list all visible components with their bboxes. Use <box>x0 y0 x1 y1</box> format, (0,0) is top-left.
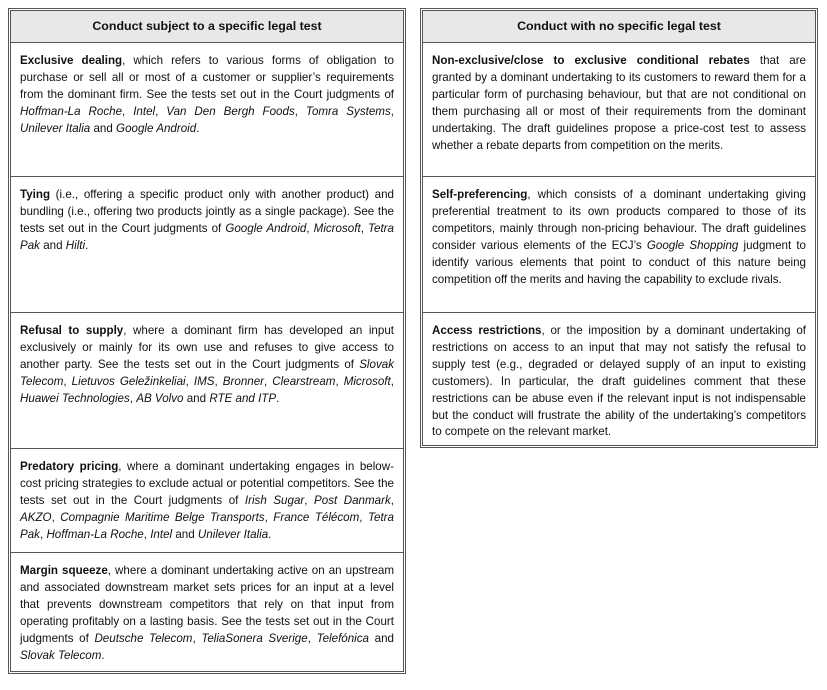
case-name: Lietuvos Geležinkeliai <box>71 374 186 388</box>
table-cell <box>11 177 403 313</box>
description-text: , where a dominant firm has developed an input exclusively or mainly for its own use and refuses to give access to another party. See the tests set out in the Court judgments of <box>20 324 394 371</box>
description-text: , <box>214 374 223 388</box>
description-text: , <box>155 104 167 118</box>
description-text: , or the imposition by a dominant undertaking of restrictions on access to an input that may not satisfy the refusal to supply test (e.g., degraded or delayed supply of an input to existing customers). In particular, the draft guidelines comment that these restrictions can be abuse even if the relevant input is not indispensable but the conduct will frustrate the ability of the undertaking’s competitors to compete on the relevant market. <box>432 324 806 439</box>
case-name: TeliaSonera Sverige <box>201 631 308 645</box>
table-cell <box>423 43 815 177</box>
conduct-term: Tying <box>20 188 51 201</box>
case-name: Google Android <box>225 221 307 235</box>
case-name: AB Volvo <box>136 391 184 405</box>
case-name: Slovak Telecom <box>20 357 394 388</box>
description-text: , which refers to various forms of obligation to purchase or sell all or most of a customer or supplier’s requirements from the dominant firm. See the tests set out in the Court judgments of <box>20 54 394 101</box>
description-text: . <box>196 121 200 135</box>
conduct-term: Non-exclusive/close to exclusive conditional rebates <box>432 54 750 67</box>
case-name: AKZO <box>20 510 52 524</box>
case-name: Hilti <box>65 238 86 252</box>
case-name: Unilever Italia <box>20 121 91 135</box>
case-name: Hoffman-La Roche <box>46 527 144 541</box>
case-name: Microsoft <box>343 374 391 388</box>
description-text: , <box>39 527 47 541</box>
description-text: , which consists of a dominant undertaking giving preferential treatment to its own products compared to those of its competitors, mainly through non-pricing behaviour. The draft guidelines consider various elements of the ECJ’s <box>432 188 806 252</box>
case-name: Huawei Technologies <box>20 391 130 405</box>
case-name: Tomra Systems <box>305 104 391 118</box>
case-name: Intel <box>133 104 156 118</box>
conduct-term: Exclusive dealing <box>20 54 123 67</box>
description-text: . <box>101 648 105 662</box>
table-header: Conduct subject to a specific legal test <box>11 11 403 43</box>
description-text: , <box>264 510 274 524</box>
table-conduct-specific-test <box>8 8 406 674</box>
description-text: , <box>264 374 273 388</box>
case-name: Google Shopping <box>646 238 739 252</box>
description-text: , <box>390 374 394 388</box>
case-name: Intel <box>150 527 173 541</box>
description-text: and <box>369 631 394 645</box>
description-text: , where a dominant undertaking active on an upstream and associated downstream market sets prices for an input at a level that prevents downstream competitors that rely on that input from operating profitably on a lasting basis. See the tests set out in the Court judgments of <box>20 564 394 645</box>
description-text: , <box>307 631 317 645</box>
description-text: . <box>276 391 280 405</box>
table-cell <box>11 313 403 449</box>
case-name: IMS <box>193 374 215 388</box>
case-name: Van Den Bergh Foods <box>166 104 295 118</box>
description-text: , <box>335 374 344 388</box>
case-name: Bronner <box>222 374 265 388</box>
description-text: that are granted by a dominant undertaking to its customers to reward them for a particular form of purchasing behaviour, but that are not conditional on them purchasing all or most of their requirements from the dominant undertaking. The draft guidelines propose a price-cost test to assess whether a rebate departs from competition on the merits. <box>432 54 807 152</box>
case-name: Compagnie Maritime Belge Transports <box>60 510 265 524</box>
case-name: Tetra Pak <box>20 221 394 252</box>
conduct-term: Margin squeeze <box>20 564 108 577</box>
case-name: Clearstream <box>272 374 336 388</box>
conduct-term: Access restrictions <box>432 324 542 337</box>
description-text: , <box>122 104 134 118</box>
case-name: Deutsche Telecom <box>94 631 193 645</box>
description-text: . <box>268 527 272 541</box>
case-name: Slovak Telecom <box>20 648 102 662</box>
description-text: , <box>390 104 394 118</box>
table-header: Conduct with no specific legal test <box>423 11 815 43</box>
table-cell <box>423 313 815 445</box>
description-text: and <box>172 527 198 541</box>
description-text: , <box>390 493 395 507</box>
description-text: and <box>90 121 117 135</box>
description-text: , <box>294 104 306 118</box>
case-name: Telefónica <box>316 631 370 645</box>
case-name: RTE and ITP <box>209 391 277 405</box>
conduct-term: Predatory pricing <box>20 460 119 473</box>
description-text: , <box>51 510 61 524</box>
table-cell <box>11 43 403 177</box>
case-name: Microsoft <box>313 221 361 235</box>
description-text: , <box>304 493 315 507</box>
case-name: Hoffman-La Roche <box>20 104 123 118</box>
case-name: Irish Sugar <box>244 493 305 507</box>
description-text: , <box>360 221 368 235</box>
case-name: Google Android <box>116 121 197 135</box>
case-name: Unilever Italia <box>197 527 269 541</box>
description-text: , <box>129 391 137 405</box>
case-name: Tetra Pak <box>20 510 394 541</box>
description-text: , <box>185 374 194 388</box>
description-text: (i.e., offering a specific product only with another product) and bundling (i.e., offering two products jointly as a single package). See the tests set out in the Court judgments of <box>20 188 394 235</box>
description-text: and <box>39 238 66 252</box>
table-cell <box>11 553 403 671</box>
table-conduct-no-specific-test <box>420 8 818 448</box>
conduct-term: Self-preferencing <box>432 188 528 201</box>
description-text: , <box>359 510 368 524</box>
description-text: , <box>192 631 202 645</box>
description-text: , where a dominant undertaking engages in below-cost pricing strategies to exclude actual or potential competitors. See the tests set out in the Court judgments of <box>20 460 394 507</box>
conduct-term: Refusal to supply <box>20 324 124 337</box>
case-name: Post Danmark <box>314 493 391 507</box>
description-text: , <box>143 527 151 541</box>
description-text: and <box>183 391 210 405</box>
description-text: , <box>306 221 314 235</box>
table-cell <box>423 177 815 313</box>
description-text: judgment to identify various elements that point to conduct of this nature being competition off the merits and having the capability to exclude rivals. <box>432 238 806 286</box>
description-text: . <box>85 238 89 252</box>
case-name: France Télécom <box>273 510 360 524</box>
description-text: , <box>63 374 72 388</box>
table-cell <box>11 449 403 553</box>
